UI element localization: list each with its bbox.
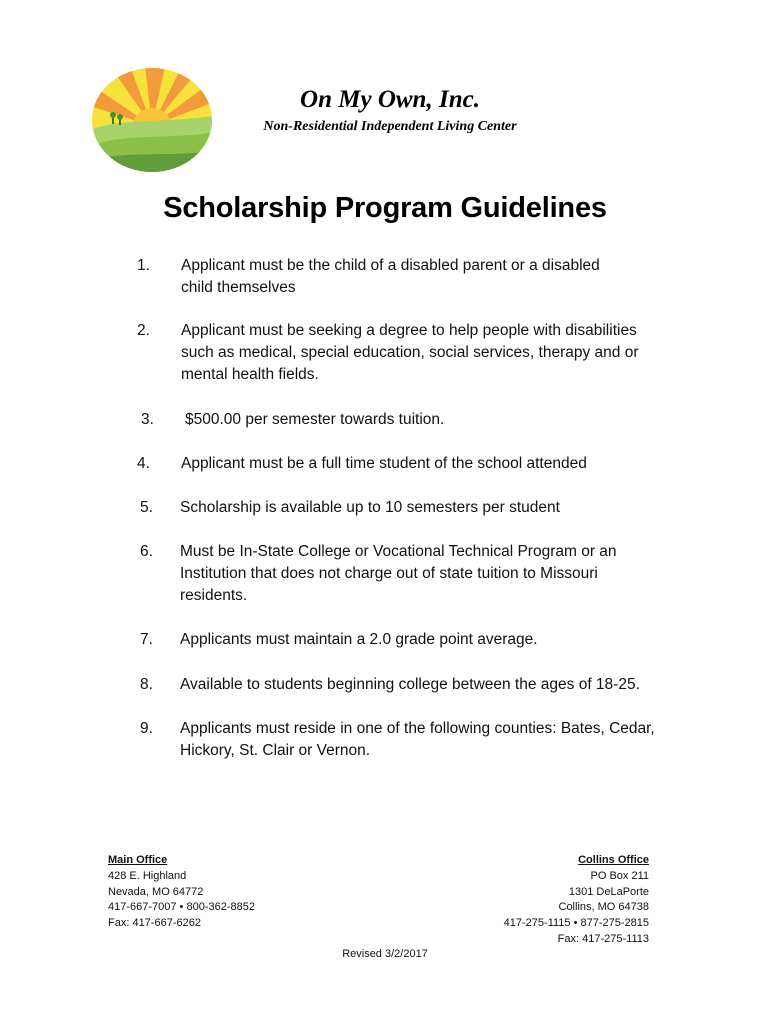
guideline-number: 5. <box>140 499 153 516</box>
main-office-address-line: 428 E. Highland <box>108 869 187 882</box>
guideline-text: Available to students beginning college between the ages of 18-25. <box>180 676 640 693</box>
guideline-text: Applicants must maintain a 2.0 grade point average. <box>180 631 538 648</box>
collins-office-phone: 417-275-1115 • 877-275-2815 <box>503 917 649 930</box>
guideline-text: Applicants must reside in one of the following counties: Bates, Cedar, Hickory, St. Clair or Vernon. <box>180 720 655 759</box>
guideline-number: 7. <box>140 631 153 648</box>
collins-office-title: Collins Office <box>578 854 649 866</box>
collins-office-street: 1301 DeLaPorte <box>568 885 649 898</box>
guideline-number: 2. <box>137 322 150 339</box>
guideline-text: Applicant must be a full time student of the school attended <box>181 455 587 472</box>
organization-tagline: Non-Residential Independent Living Center <box>263 119 517 134</box>
main-office-fax: Fax: 417-667-6262 <box>108 917 201 930</box>
guideline-number: 3. <box>141 411 154 428</box>
guideline-number: 9. <box>140 720 153 737</box>
guideline-number: 8. <box>140 676 153 693</box>
main-office-title: Main Office <box>108 854 168 866</box>
collins-office-po-box: PO Box 211 <box>590 869 649 882</box>
main-office-city-line: Nevada, MO 64772 <box>108 885 204 898</box>
main-office-block <box>108 853 255 932</box>
revised-date: Revised 3/2/2017 <box>342 948 428 960</box>
guideline-text: Must be In-State College or Vocational Technical Program or an Institution that does not charge out of state tuition to Missouri residents. <box>180 543 617 604</box>
guideline-text: Applicant must be seeking a degree to help people with disabilities such as medical, special education, social services, therapy and or mental health fields. <box>181 322 639 383</box>
organization-name: On My Own, Inc. <box>300 86 480 113</box>
collins-office-fax: Fax: 417-275-1113 <box>557 932 649 945</box>
guideline-number: 6. <box>140 543 153 560</box>
document-title: Scholarship Program Guidelines <box>163 192 607 224</box>
collins-office-city-line: Collins, MO 64738 <box>558 901 649 914</box>
guideline-number: 4. <box>137 455 150 472</box>
main-office-phone: 417-667-7007 • 800-362-8852 <box>108 901 255 914</box>
guideline-text: Applicant must be the child of a disabled parent or a disabled child themselves <box>181 257 600 296</box>
guideline-text: Scholarship is available up to 10 semesters per student <box>180 499 560 516</box>
guideline-number: 1. <box>137 257 150 274</box>
guideline-text: $500.00 per semester towards tuition. <box>185 411 445 428</box>
collins-office-block <box>504 853 649 948</box>
